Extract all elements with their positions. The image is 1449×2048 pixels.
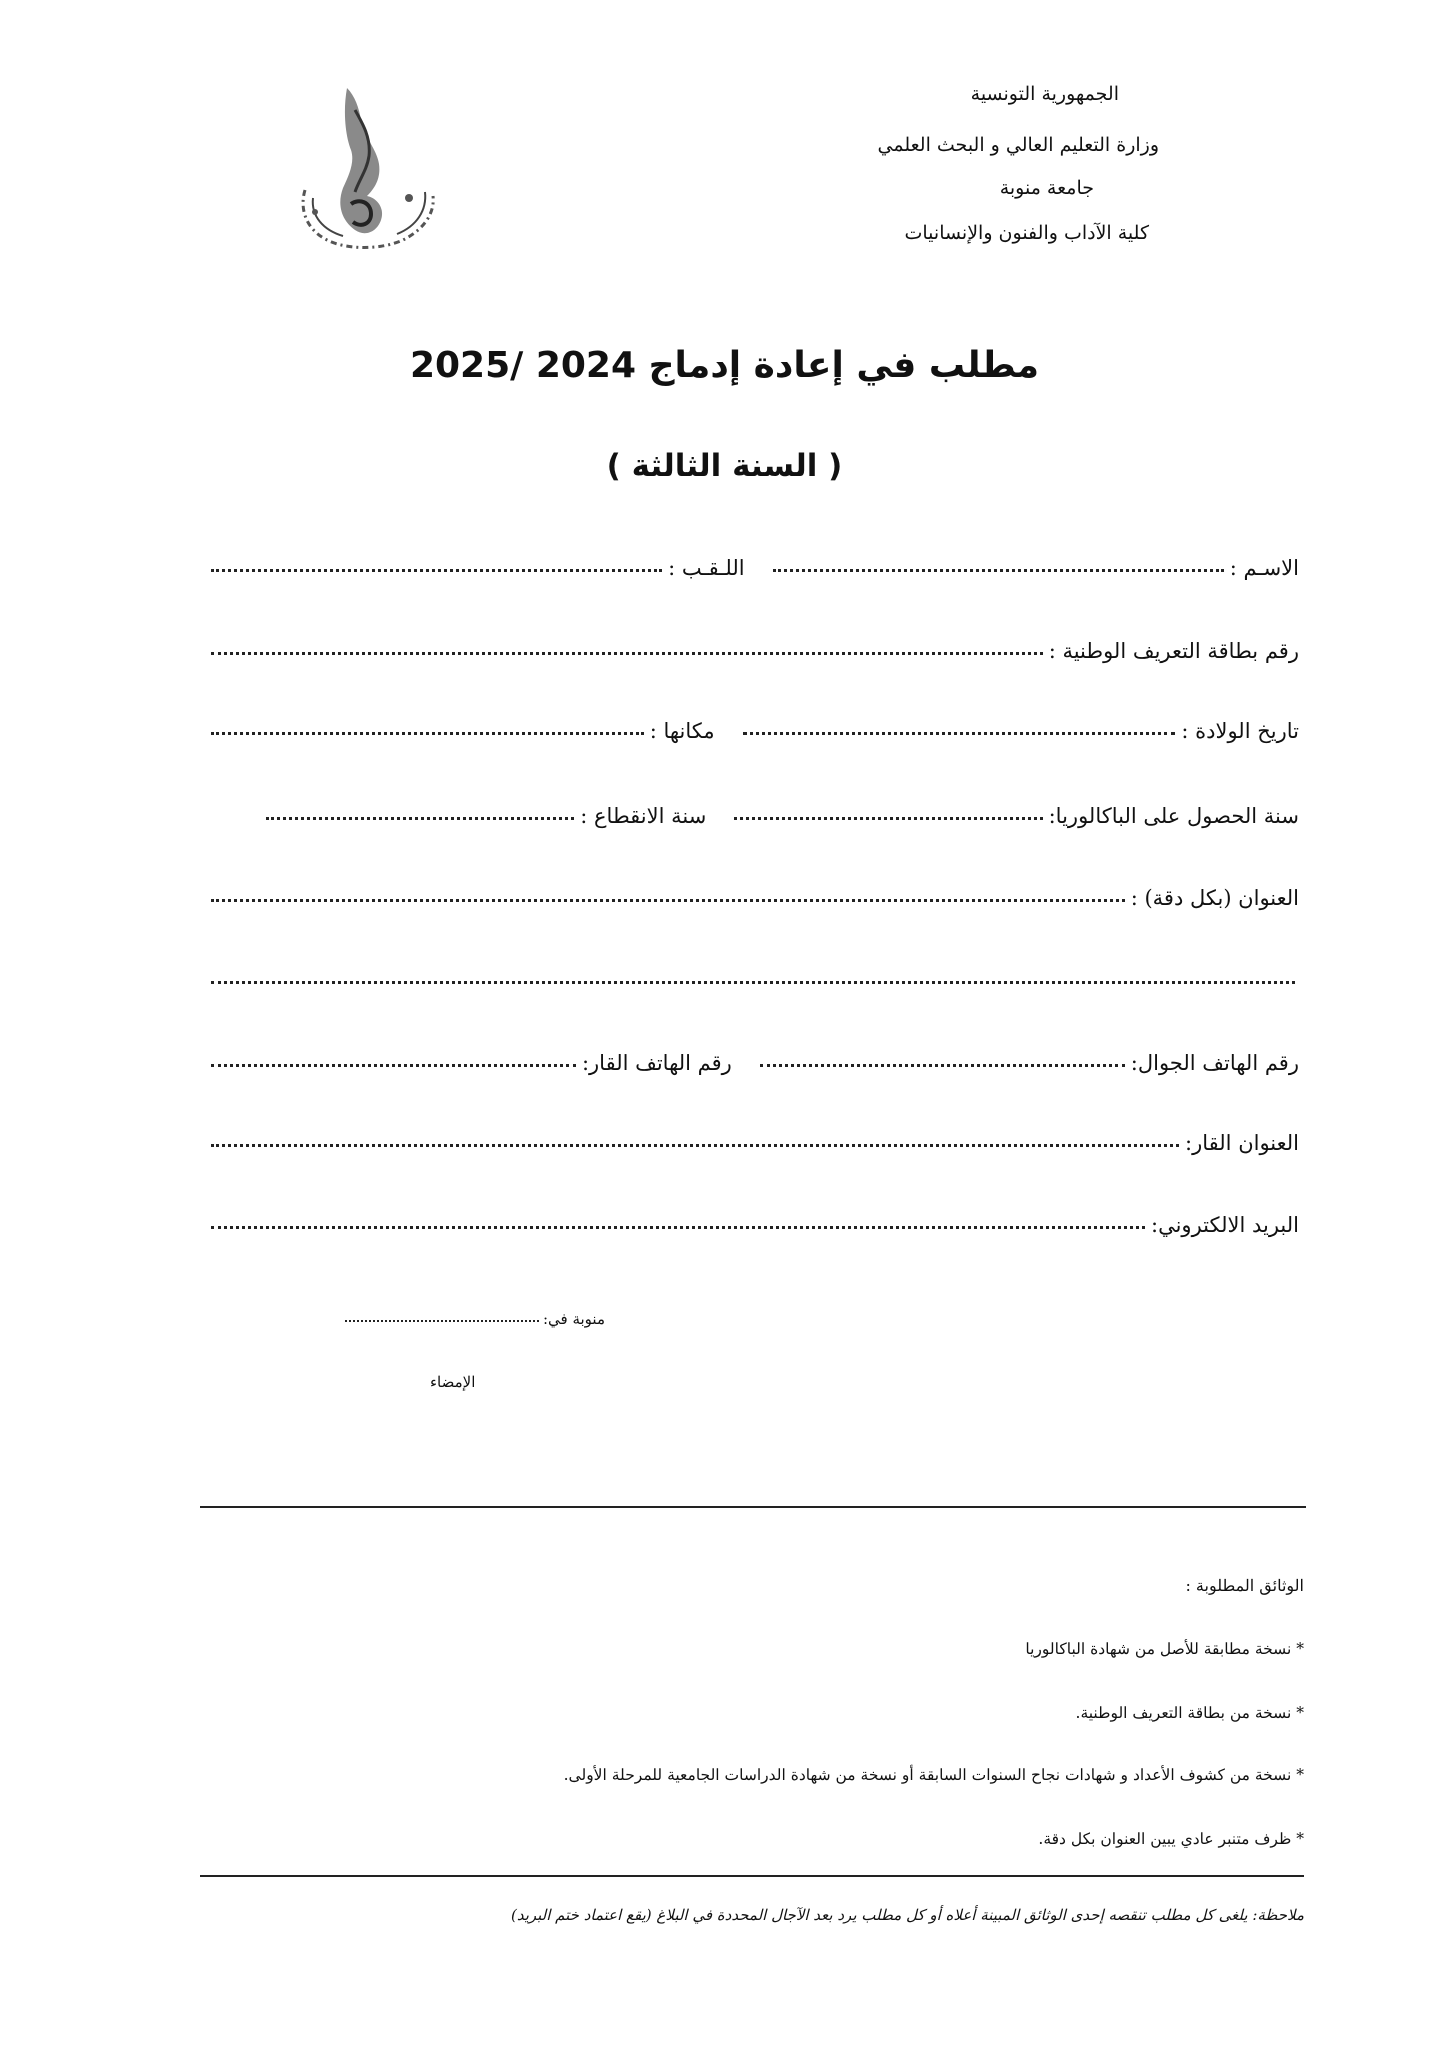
header-university: جامعة منوبة [999,177,1094,199]
input-address[interactable] [211,899,1125,902]
row-phones [205,1035,1299,1075]
row-bac [260,788,1299,828]
input-email[interactable] [211,1226,1145,1229]
input-bac-year[interactable] [734,817,1042,820]
input-address-continued[interactable] [211,981,1295,984]
label-national-id: رقم بطاقة التعريف الوطنية : [1048,639,1299,663]
header-ministry: وزارة التعليم العالي و البحث العلمي [877,134,1159,156]
row-national-id [205,623,1299,663]
input-national-id[interactable] [211,652,1043,655]
row-place-date [345,1298,605,1328]
row-birth [205,703,1299,743]
input-first-name[interactable] [773,569,1224,572]
input-mobile[interactable] [760,1064,1125,1067]
label-mobile: رقم الهاتف الجوال: [1130,1051,1299,1075]
row-permanent-address [205,1115,1299,1155]
input-place-date[interactable] [345,1320,539,1322]
documents-heading: الوثائق المطلوبة : [1185,1576,1304,1595]
label-address: العنوان (بكل دقة) : [1130,886,1299,910]
separator-line-bottom [200,1875,1304,1877]
row-address [205,870,1299,910]
row-name [205,540,1299,580]
document-item: * نسخة مطابقة للأصل من شهادة الباكالوريا [1025,1640,1304,1658]
document-item: * نسخة من كشوف الأعداد و شهادات نجاح السنوات السابقة أو نسخة من شهادة الدراسات الجامعية للمرحلة الأولى. [563,1766,1304,1784]
row-email [205,1197,1299,1237]
faculty-logo [285,80,455,255]
input-birth-place[interactable] [211,732,644,735]
label-birth-place: مكانها : [649,719,715,743]
note-text: ملاحظة: يلغى كل مطلب تنقصه إحدى الوثائق المبينة أعلاه أو كل مطلب يرد بعد الآجال المحددة في البلاغ (يقع اعتماد ختم البريد) [510,1906,1304,1924]
header-faculty: كلية الآداب والفنون والإنسانيات [904,222,1149,244]
input-landline[interactable] [211,1064,576,1067]
label-email: البريد الالكتروني: [1151,1213,1299,1237]
label-bac-year: سنة الحصول على الباكالوريا: [1048,804,1299,828]
header-country: الجمهورية التونسية [970,83,1119,105]
label-birth-date: تاريخ الولادة : [1181,719,1299,743]
input-permanent-address[interactable] [211,1144,1179,1147]
label-last-name: اللـقـب : [668,556,745,580]
form-subtitle: ( السنة الثالثة ) [606,448,843,484]
separator-line [200,1506,1306,1508]
document-item: * نسخة من بطاقة التعريف الوطنية. [1075,1704,1304,1722]
label-first-name: الاسـم : [1229,556,1299,580]
label-dropout-year: سنة الانقطاع : [580,804,707,828]
document-item: * ظرف متنبر عادي يبين العنوان بكل دقة. [1038,1830,1304,1848]
row-address-cont [205,952,1301,992]
label-landline: رقم الهاتف القار: [581,1051,732,1075]
form-title: مطلب في إعادة إدماج 2024 /2025 [409,345,1040,386]
label-place-date: منوبة في: [542,1310,605,1328]
signature-label: الإمضاء [430,1373,476,1391]
input-last-name[interactable] [211,569,662,572]
input-dropout-year[interactable] [266,817,574,820]
input-birth-date[interactable] [743,732,1176,735]
label-permanent-address: العنوان القار: [1185,1131,1299,1155]
